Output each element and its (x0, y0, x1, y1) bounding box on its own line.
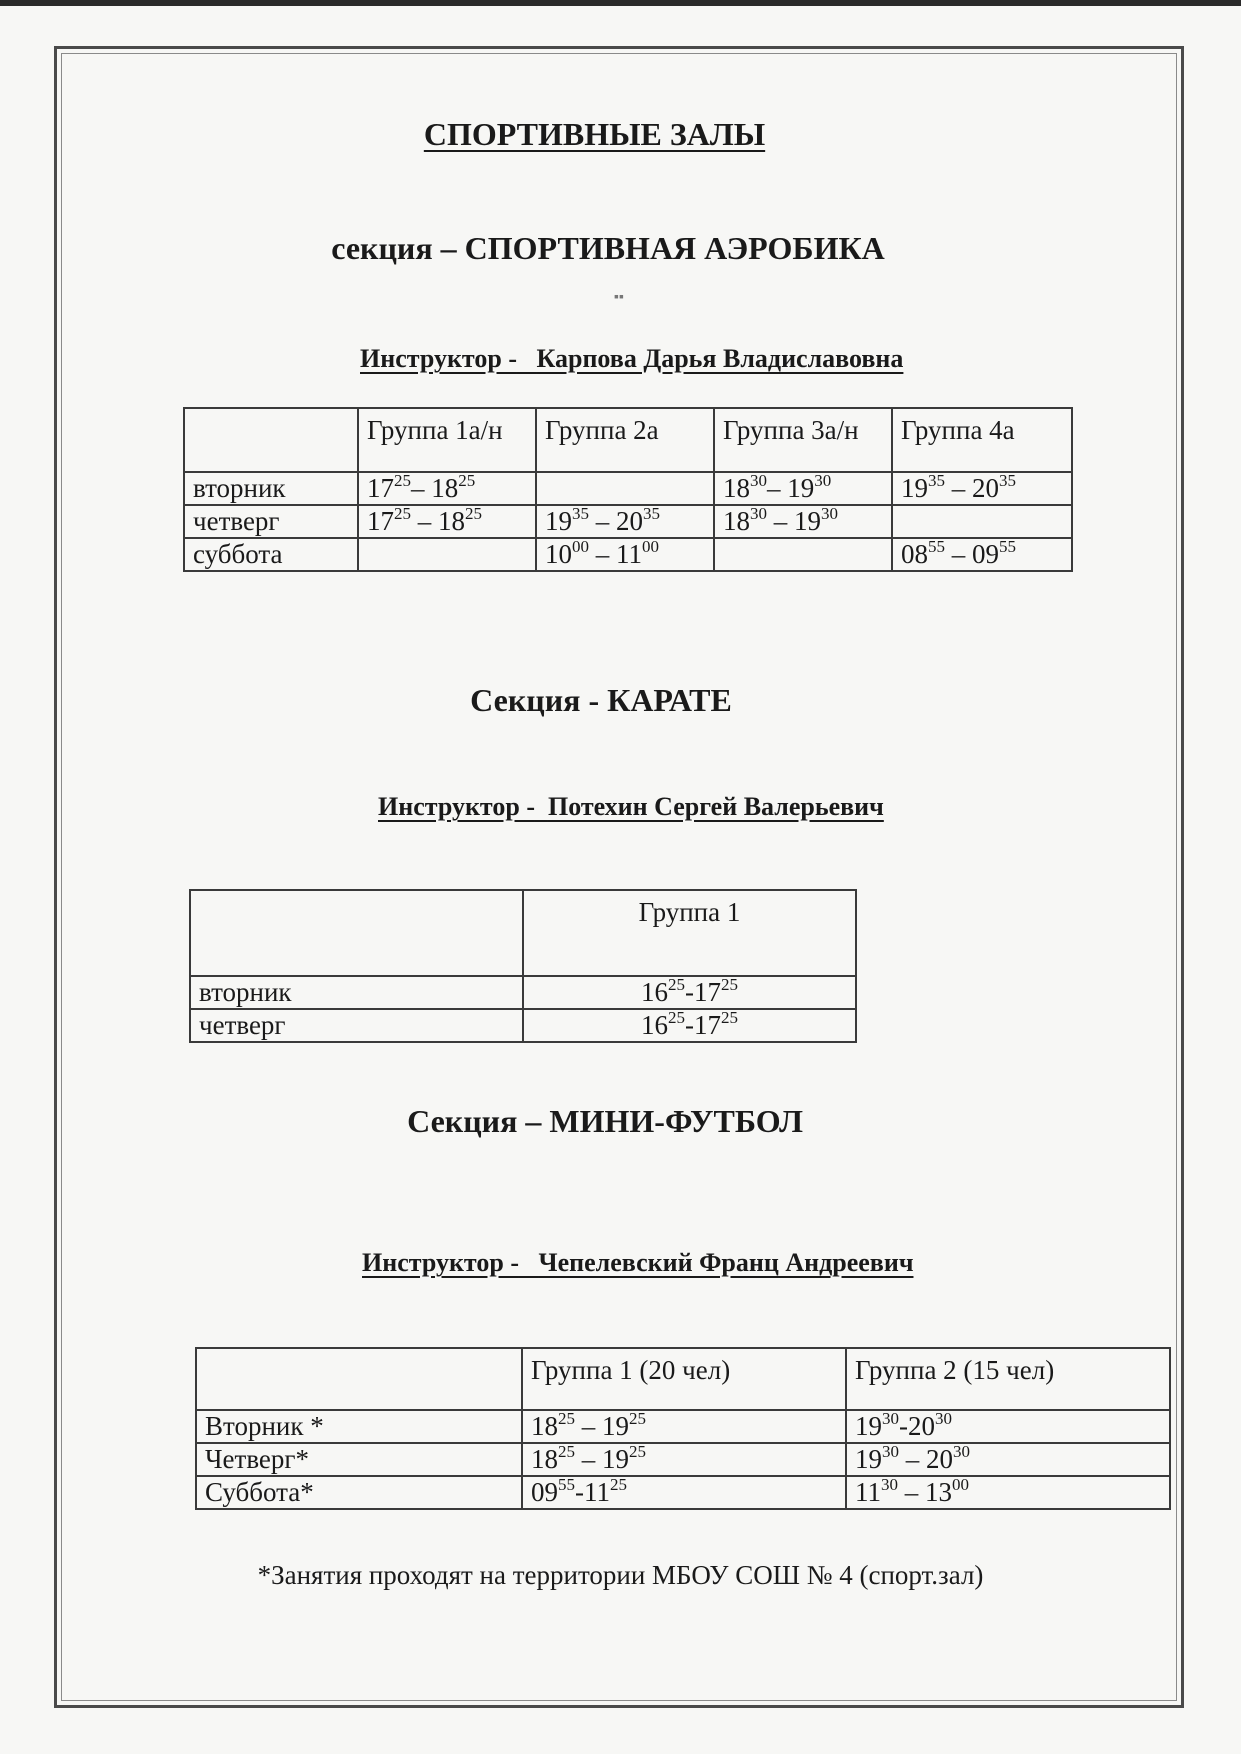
time-cell: $09^{55}-11^{25}$ (522, 1476, 846, 1509)
footnote: *Занятия проходят на территории МБОУ СОШ № 4 (спорт.зал) (257, 1560, 984, 1590)
column-header: Группа 4а (892, 408, 1072, 472)
column-header: Группа 3а/н (714, 408, 892, 472)
time-cell: $19^{35} - 20^{35}$ (536, 505, 714, 538)
table-row (190, 1009, 856, 1042)
instructor-line-karate (378, 792, 884, 822)
time-cell: $18^{30}-$ $19^{30}$ (714, 472, 892, 505)
table-row (190, 976, 856, 1009)
time-cell: $18^{25} - 19^{25}$ (522, 1410, 846, 1443)
table-header-row (196, 1348, 1170, 1410)
column-header: Группа 1 (20 чел) (522, 1348, 846, 1410)
time-cell: $10^{00} - 11^{00}$ (536, 538, 714, 571)
column-header: Группа 1а/н (358, 408, 536, 472)
table-row (184, 538, 1072, 571)
schedule-table-minifootball (195, 1347, 1171, 1510)
day-cell: четверг (190, 1009, 523, 1042)
day-cell: четверг (184, 505, 358, 538)
day-cell: вторник (190, 976, 523, 1009)
table-header-row (184, 408, 1072, 472)
time-cell (536, 472, 714, 505)
time-cell: $17^{25}-$ $18^{25}$ (358, 472, 536, 505)
scan-speck: ▪▪ (614, 290, 624, 305)
header-corner-cell (190, 890, 523, 976)
instructor-name: Чепелевский Франц Андреевич (538, 1248, 914, 1277)
column-header: Группа 1 (523, 890, 856, 976)
instructor-label: Инструктор - (362, 1248, 519, 1277)
time-cell (892, 505, 1072, 538)
column-header: Группа 2 (15 чел) (846, 1348, 1170, 1410)
day-cell: Суббота* (196, 1476, 522, 1509)
day-cell: вторник (184, 472, 358, 505)
time-cell: $19^{30} - 20^{30}$ (846, 1443, 1170, 1476)
time-cell (714, 538, 892, 571)
schedule-table-aerobics (183, 407, 1073, 572)
time-cell (358, 538, 536, 571)
time-cell: $08^{55} - 09^{55}$ (892, 538, 1072, 571)
page-title: СПОРТИВНЫЕ ЗАЛЫ (423, 116, 766, 152)
section-heading-aerobics: секция – СПОРТИВНАЯ АЭРОБИКА (331, 230, 885, 266)
schedule-table-karate (189, 889, 857, 1043)
time-cell: $18^{30} - 19^{30}$ (714, 505, 892, 538)
time-cell: $19^{30}-20^{30}$ (846, 1410, 1170, 1443)
table-header-row (190, 890, 856, 976)
table-row (184, 505, 1072, 538)
time-cell: $19^{35} - 20^{35}$ (892, 472, 1072, 505)
table-row (196, 1410, 1170, 1443)
table-row (196, 1443, 1170, 1476)
time-cell: $18^{25} - 19^{25}$ (522, 1443, 846, 1476)
instructor-label: Инструктор - (360, 344, 517, 373)
time-cell: $16^{25}-17^{25}$ (523, 976, 856, 1009)
table-row (184, 472, 1072, 505)
instructor-line-aerobics (360, 344, 903, 374)
instructor-name: Карпова Дарья Владиславовна (536, 344, 904, 373)
day-cell: Вторник * (196, 1410, 522, 1443)
column-header: Группа 2а (536, 408, 714, 472)
day-cell: Четверг* (196, 1443, 522, 1476)
time-cell: $16^{25}-17^{25}$ (523, 1009, 856, 1042)
scan-top-edge (0, 0, 1241, 6)
section-heading-karate: Секция - КАРАТЕ (470, 682, 732, 718)
instructor-name: Потехин Сергей Валерьевич (547, 792, 884, 821)
day-cell: суббота (184, 538, 358, 571)
time-cell: $11^{30} - 13^{00}$ (846, 1476, 1170, 1509)
header-corner-cell (184, 408, 358, 472)
table-row (196, 1476, 1170, 1509)
instructor-label: Инструктор - (378, 792, 535, 821)
section-heading-minifootball: Секция – МИНИ-ФУТБОЛ (407, 1103, 803, 1139)
time-cell: $17^{25} - 18^{25}$ (358, 505, 536, 538)
header-corner-cell (196, 1348, 522, 1410)
instructor-line-minifootball (362, 1248, 913, 1278)
